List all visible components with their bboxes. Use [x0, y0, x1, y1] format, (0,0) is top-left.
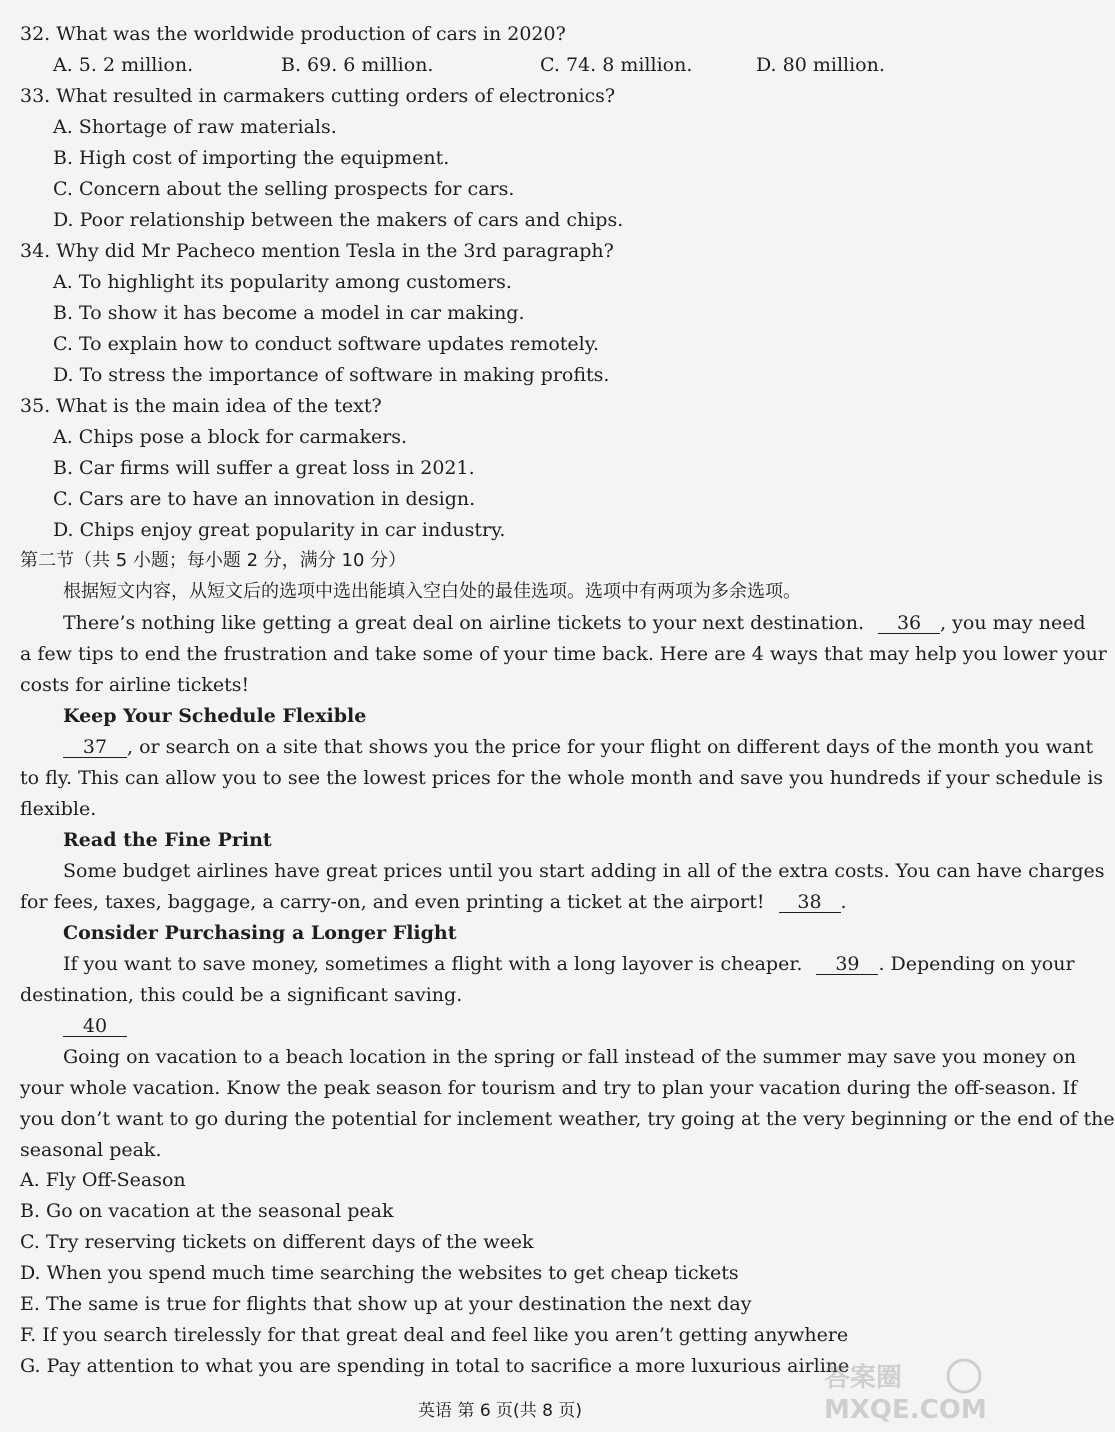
choice-b: B. Go on vacation at the seasonal peak	[20, 1200, 394, 1222]
option-35-b: B. Car firms will suffer a great loss in 2021.	[53, 457, 475, 479]
page-footer: 英语 第 6 页(共 8 页)	[418, 1401, 582, 1421]
passage-line: flexible.	[20, 798, 97, 820]
question-33-stem: 33. What resulted in carmakers cutting orders of electronics?	[20, 85, 616, 107]
section-heading: 第二节（共 5 小题；每小题 2 分，满分 10 分）	[20, 550, 407, 571]
watermark-line1: 答案圈	[824, 1363, 903, 1393]
option-33-d: D. Poor relationship between the makers of cars and chips.	[53, 209, 624, 231]
passage-line: for fees, taxes, baggage, a carry-on, and even printing a ticket at the airport! 38 .	[20, 891, 847, 913]
choice-d: D. When you spend much time searching the websites to get cheap tickets	[20, 1262, 739, 1284]
passage-line	[63, 1014, 127, 1038]
passage-line: a few tips to end the frustration and take some of your time back. Here are 4 ways that may help you lower your	[20, 643, 1107, 665]
subheading-fine-print: Read the Fine Print	[63, 829, 272, 851]
choice-c: C. Try reserving tickets on different days of the week	[20, 1231, 534, 1253]
question-34-stem: 34. Why did Mr Pacheco mention Tesla in the 3rd paragraph?	[20, 240, 614, 262]
option-32-c: C. 74. 8 million.	[540, 54, 693, 76]
passage-line: Going on vacation to a beach location in the spring or fall instead of the summer may save you money on	[63, 1046, 1077, 1068]
question-32-stem: 32. What was the worldwide production of cars in 2020?	[20, 23, 566, 45]
passage-text: , or search on a site that shows you the price for your flight on different days of the month you want	[127, 736, 1094, 758]
option-32-b: B. 69. 6 million.	[281, 54, 434, 76]
option-35-d: D. Chips enjoy great popularity in car industry.	[53, 519, 506, 541]
option-34-c: C. To explain how to conduct software updates remotely.	[53, 333, 599, 355]
blank-36: 36	[878, 613, 940, 634]
question-32-options	[53, 53, 953, 77]
passage-text: . Depending on your	[878, 953, 1075, 975]
option-33-c: C. Concern about the selling prospects for cars.	[53, 178, 515, 200]
option-32-a: A. 5. 2 million.	[53, 54, 194, 76]
passage-line: destination, this could be a significant saving.	[20, 984, 463, 1006]
passage-line: you don’t want to go during the potential for inclement weather, try going at the very beginning or the end of the	[20, 1108, 1115, 1130]
passage-text: If you want to save money, sometimes a flight with a long layover is cheaper.	[63, 953, 803, 975]
question-35-stem: 35. What is the main idea of the text?	[20, 395, 382, 417]
passage-text: , you may need	[940, 612, 1086, 634]
passage-line	[63, 952, 1075, 976]
choice-g: G. Pay attention to what you are spending in total to sacrifice a more luxurious airline	[20, 1355, 850, 1377]
passage-line: to fly. This can allow you to see the lowest prices for the whole month and save you hundreds if your schedule is	[20, 767, 1104, 789]
passage-line: your whole vacation. Know the peak season for tourism and try to plan your vacation during the off-season. If	[20, 1077, 1078, 1099]
option-35-a: A. Chips pose a block for carmakers.	[53, 426, 408, 448]
blank-40: 40	[63, 1016, 127, 1037]
subheading-longer-flight: Consider Purchasing a Longer Flight	[63, 922, 457, 944]
passage-line: Some budget airlines have great prices until you start adding in all of the extra costs. You can have charges	[63, 860, 1105, 882]
option-34-d: D. To stress the importance of software in making profits.	[53, 364, 610, 386]
passage-line: seasonal peak.	[20, 1139, 162, 1161]
passage-text: There’s nothing like getting a great deal on airline tickets to your next destination.	[63, 612, 865, 634]
option-34-b: B. To show it has become a model in car making.	[53, 302, 525, 324]
option-32-d: D. 80 million.	[756, 54, 885, 76]
passage-line	[63, 611, 1086, 635]
option-33-a: A. Shortage of raw materials.	[53, 116, 337, 138]
option-34-a: A. To highlight its popularity among customers.	[53, 271, 512, 293]
passage-line: costs for airline tickets!	[20, 674, 250, 696]
watermark-circle-icon	[948, 1360, 980, 1392]
section-instruction: 根据短文内容，从短文后的选项中选出能填入空白处的最佳选项。选项中有两项为多余选项。	[63, 581, 801, 602]
blank-37: 37	[63, 737, 127, 758]
watermark-logo	[814, 1356, 994, 1426]
passage-text: for fees, taxes, baggage, a carry-on, and even printing a ticket at the airport!	[20, 891, 765, 913]
choice-a: A. Fly Off-Season	[20, 1169, 186, 1191]
option-33-b: B. High cost of importing the equipment.	[53, 147, 450, 169]
watermark-line2: MXQE.COM	[824, 1395, 987, 1425]
passage-line	[63, 735, 1094, 759]
option-35-c: C. Cars are to have an innovation in design.	[53, 488, 476, 510]
choice-e: E. The same is true for flights that show up at your destination the next day	[20, 1293, 752, 1315]
choice-f: F. If you search tirelessly for that great deal and feel like you aren’t getting anywhere	[20, 1324, 849, 1346]
subheading-schedule: Keep Your Schedule Flexible	[63, 705, 367, 727]
blank-39: 39	[816, 954, 878, 975]
blank-38: 38	[779, 892, 841, 913]
